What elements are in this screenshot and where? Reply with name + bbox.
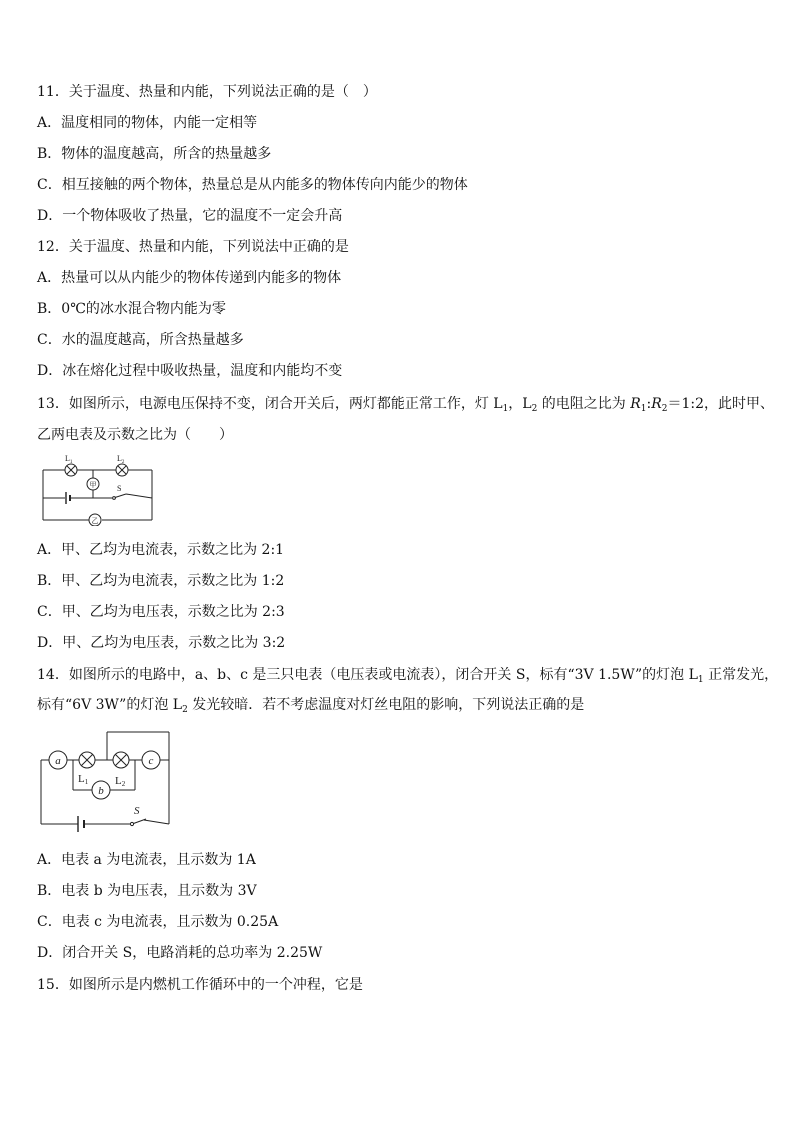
q12-option-b: B．0℃的冰水混合物内能为零 xyxy=(37,301,226,317)
q13-label-l2: $L_2$ xyxy=(117,454,125,465)
q14-lamp-l1 xyxy=(79,752,95,768)
q13-circuit-diagram xyxy=(38,452,158,526)
q14-stem-line2-part1: 标有“6V 3W”的灯泡 L xyxy=(37,697,183,713)
q15-stem: 15．如图所示是内燃机工作循环中的一个冲程，它是 xyxy=(37,977,363,993)
q13-option-b: B．甲、乙均为电流表，示数之比为 1:2 xyxy=(37,573,285,589)
q13-stem-sub1: 1 xyxy=(502,404,509,414)
q13-meter-yi xyxy=(89,514,101,526)
q11-stem: 11．关于温度、热量和内能，下列说法正确的是（ ） xyxy=(37,84,377,100)
q14-meter-a-label: a xyxy=(55,755,61,767)
q14-meter-c-label: c xyxy=(148,755,154,767)
q12-option-d: D．冰在熔化过程中吸收热量，温度和内能均不变 xyxy=(37,363,343,379)
q14-label-l1: L1 xyxy=(78,773,89,786)
q13-stem-part2: ，L xyxy=(508,396,532,412)
q12-option-a: A．热量可以从内能少的物体传递到内能多的物体 xyxy=(37,270,342,286)
q14-stem-part2: 正常发光， xyxy=(703,667,779,683)
q14-stem-line2-sub: 2 xyxy=(182,705,188,715)
q14-option-b: B．电表 b 为电压表，且示数为 3V xyxy=(37,883,257,899)
q14-meter-b xyxy=(92,781,110,799)
q11-option-a: A．温度相同的物体，内能一定相等 xyxy=(37,115,258,131)
q13-ratio-r2: R xyxy=(651,396,662,412)
q11-option-d: D．一个物体吸收了热量，它的温度不一定会升高 xyxy=(37,208,343,224)
q13-option-c: C．甲、乙均为电压表，示数之比为 2:3 xyxy=(37,604,285,620)
q14-option-d: D．闭合开关 S，电路消耗的总功率为 2.25W xyxy=(37,945,323,961)
q14-option-c: C．电表 c 为电流表，且示数为 0.25A xyxy=(37,914,279,930)
q14-option-a: A．电表 a 为电流表，且示数为 1A xyxy=(37,852,256,868)
q13-meter-yi-label: 乙 xyxy=(91,517,99,525)
q13-meter-jia-label: 甲 xyxy=(89,481,97,489)
q14-stem-line2 xyxy=(37,695,767,715)
q13-stem-line1 xyxy=(37,394,775,414)
q14-label-s: S xyxy=(134,805,140,817)
q14-label-l2: L2 xyxy=(115,775,126,788)
q14-lamp-l2 xyxy=(113,752,129,768)
q11-option-b: B．物体的温度越高，所含的热量越多 xyxy=(37,146,272,162)
q13-stem-part3: 的电阻之比为 xyxy=(537,396,631,412)
q14-stem-part1: 14．如图所示的电路中，a、b、c 是三只电表（电压表或电流表），闭合开关 S，标有“3V 1.5W”的灯泡 L xyxy=(37,667,698,683)
q13-label-s: S xyxy=(117,484,122,493)
q13-ratio-value: ＝1:2，此时甲、 xyxy=(667,396,775,412)
q13-label-l1: $L_1$ xyxy=(65,454,73,465)
q13-ratio-colon: : xyxy=(646,396,652,412)
q11-option-c: C．相互接触的两个物体，热量总是从内能多的物体传向内能少的物体 xyxy=(37,177,468,193)
q14-circuit-diagram xyxy=(36,728,176,832)
q13-ratio-r2-sub: 2 xyxy=(661,404,668,414)
q13-option-d: D．甲、乙均为电压表，示数之比为 3:2 xyxy=(37,635,286,651)
q13-option-a: A．甲、乙均为电流表，示数之比为 2:1 xyxy=(37,542,285,558)
q14-stem-line2-part2: 发光较暗．若不考虑温度对灯丝电阻的影响，下列说法正确的是 xyxy=(187,697,585,713)
q13-stem-part1: 13．如图所示，电源电压保持不变，闭合开关后，两灯都能正常工作，灯 L xyxy=(37,396,503,412)
q13-meter-jia xyxy=(87,478,99,490)
q14-stem-line1 xyxy=(37,665,779,685)
q13-ratio-r1: R xyxy=(630,396,641,412)
q14-stem-sub1: 1 xyxy=(697,675,704,685)
q13-lamp-l1 xyxy=(65,464,77,476)
q13-stem-line2: 乙两电表及示数之比为（ ） xyxy=(37,427,233,443)
q12-stem: 12．关于温度、热量和内能，下列说法中正确的是 xyxy=(37,239,349,255)
q13-lamp-l2 xyxy=(116,464,128,476)
q14-meter-b-label: b xyxy=(98,785,104,797)
q13-ratio-r1-sub: 1 xyxy=(640,404,647,414)
q14-meter-a xyxy=(49,751,67,769)
q13-stem-sub2: 2 xyxy=(531,404,538,414)
q14-meter-c xyxy=(142,751,160,769)
q12-option-c: C．水的温度越高，所含热量越多 xyxy=(37,332,244,348)
